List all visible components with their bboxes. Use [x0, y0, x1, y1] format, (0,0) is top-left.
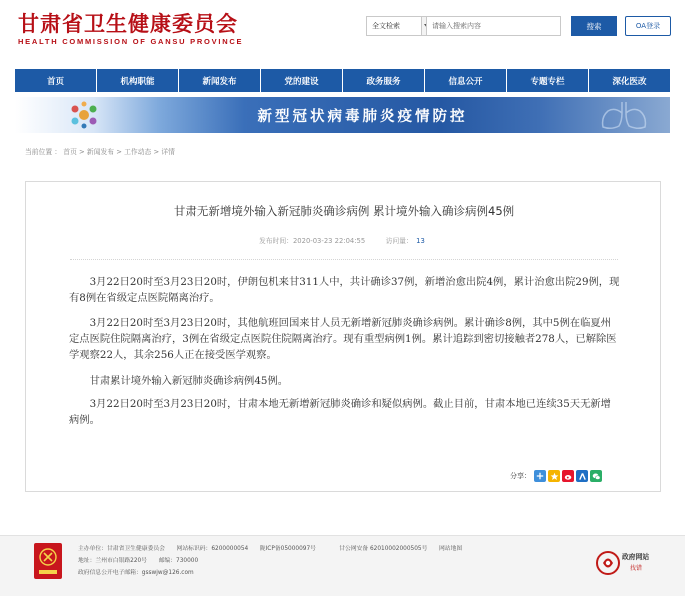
nav-item-disclosure[interactable]: 信息公开	[425, 69, 507, 92]
article-paragraph: 3月22日20时至3月23日20时，甘肃本地无新增新冠肺炎确诊和疑似病例。截止目前，甘肃本地已连续35天无新增病例。	[69, 398, 611, 426]
breadcrumb[interactable]: 当前位置 ： 首页 > 新闻发布 > 工作动态 > 详情	[25, 148, 175, 156]
article-paragraph: 3月22日20时至3月23日20时，伊朗包机来甘311人中，共计确诊37例，新增治愈出院4例，累计治愈出院29例，现有8例在省级定点医院隔离治疗。	[69, 276, 620, 304]
site-footer	[0, 535, 685, 596]
nav-item-party[interactable]: 党的建设	[261, 69, 343, 92]
footer-line: 政府信息公开电子邮箱：gsswjw@126.com	[78, 570, 194, 576]
nav-item-home[interactable]: 首页	[15, 69, 97, 92]
nav-item-news[interactable]: 新闻发布	[179, 69, 261, 92]
gov-site-sub-label[interactable]: 找错	[630, 565, 643, 572]
footer-line: 地址：兰州市白银路220号 邮编：730000	[78, 558, 199, 564]
search-scope-select[interactable]: 全文检索	[366, 16, 422, 36]
article-meta	[259, 235, 425, 245]
oa-login-button[interactable]: OA登录	[625, 16, 671, 36]
site-header	[0, 0, 685, 62]
party-emblem-icon[interactable]	[34, 543, 62, 579]
meta-divider	[70, 259, 618, 260]
article-container	[25, 181, 661, 492]
wechat-icon[interactable]	[590, 470, 602, 482]
visits-count: 13	[416, 237, 425, 245]
search-input[interactable]: 请输入搜索内容	[426, 16, 561, 36]
banner-title: 新型冠状病毒肺炎疫情防控	[257, 108, 468, 125]
article-title: 甘肃无新增境外输入新冠肺炎确诊病例 累计境外输入确诊病例45例	[173, 204, 515, 218]
published-time: 2020-03-23 22:04:55	[292, 237, 366, 245]
footer-line: 主办单位：甘肃省卫生健康委员会 网站标识码：6200000054 陇ICP备05000097号 甘公网安备 62010002000505号 网站地图	[78, 546, 463, 552]
epidemic-banner[interactable]	[15, 97, 670, 133]
renren-icon[interactable]	[576, 470, 588, 482]
nav-item-topics[interactable]: 专题专栏	[507, 69, 589, 92]
share-label: 分享：	[510, 472, 531, 480]
nav-item-institution[interactable]: 机构职能	[97, 69, 179, 92]
main-nav	[15, 69, 670, 92]
gov-site-label[interactable]: 政府网站	[622, 553, 650, 561]
share-bar	[510, 470, 604, 482]
visits-label: 访问量：	[385, 237, 410, 245]
nav-item-reform[interactable]: 深化医改	[612, 76, 647, 87]
lungs-decoration-icon	[595, 99, 653, 131]
article-paragraph: 3月22日20时至3月23日20时，其他航班回国来甘人员无新增新冠肺炎确诊病例。累计确诊8例，其中5例在临夏州定点医院住院隔离治疗，3例在省级定点医院住院隔离治疗。现有重型病例1例。累计追踪到密切接触者278人，已解除医学观察22人，其余256人正在接受医学观察。	[69, 317, 617, 361]
share-more-icon[interactable]	[534, 470, 546, 482]
published-label: 发布时间：	[259, 237, 293, 245]
weibo-icon[interactable]	[562, 470, 574, 482]
search-button[interactable]: 搜索	[571, 16, 617, 36]
site-logo-cn[interactable]: 甘肃省卫生健康委员会	[18, 11, 238, 36]
site-logo-en: HEALTH COMMISSION OF GANSU PROVINCE	[18, 37, 244, 46]
article-paragraph: 甘肃累计境外输入新冠肺炎确诊病例45例。	[89, 375, 289, 387]
qzone-icon[interactable]	[548, 470, 560, 482]
nav-item-services[interactable]: 政务服务	[343, 69, 425, 92]
